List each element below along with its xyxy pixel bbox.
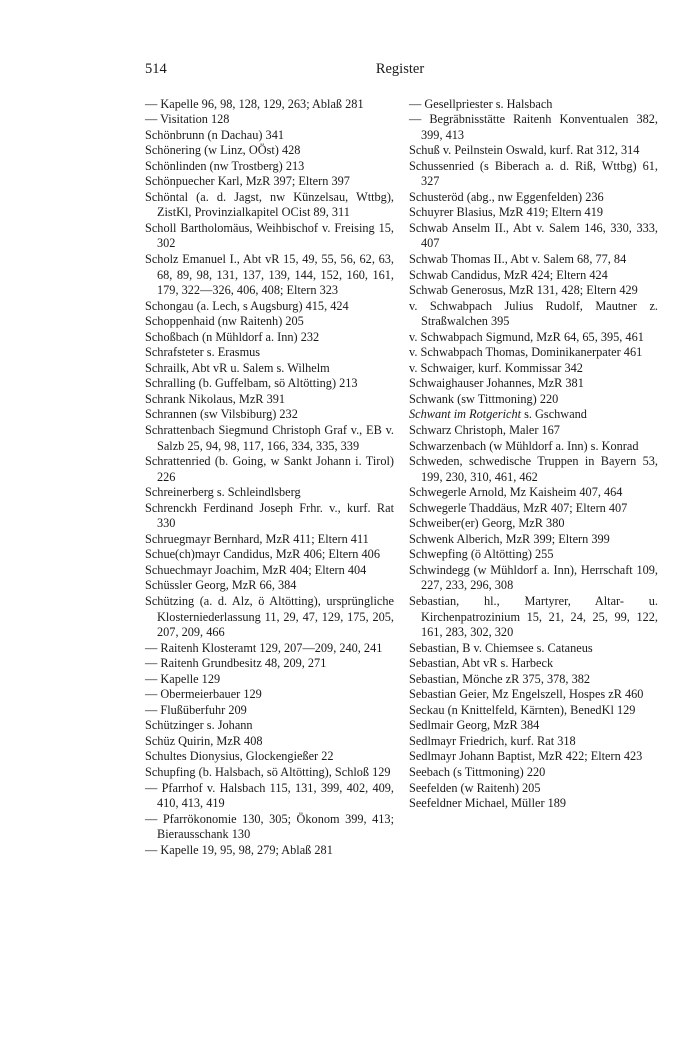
index-entry: Schwegerle Arnold, Mz Kaisheim 407, 464 bbox=[409, 485, 623, 500]
index-entry: — Obermeierbauer 129 bbox=[145, 687, 262, 702]
index-entry: Schrannen (sw Vilsbiburg) 232 bbox=[145, 407, 298, 422]
index-entry: — Raitenh Grundbesitz 48, 209, 271 bbox=[145, 656, 327, 671]
index-entry: Schongau (a. Lech, s Augsburg) 415, 424 bbox=[145, 298, 349, 313]
index-entry: Schruegmayr Bernhard, MzR 411; Eltern 411 bbox=[145, 531, 369, 546]
italic-place-name: Schwant im Rotgericht bbox=[409, 407, 522, 422]
index-entry: Schoppenhaid (nw Raitenh) 205 bbox=[145, 314, 304, 329]
index-entry: Schrailk, Abt vR u. Salem s. Wilhelm bbox=[145, 360, 330, 375]
index-entry: Schönpuecher Karl, MzR 397; Eltern 397 bbox=[145, 174, 350, 189]
index-entry: Schützinger s. Johann bbox=[145, 718, 253, 733]
index-entry: Schwab Generosus, MzR 131, 428; Eltern 429 bbox=[409, 283, 638, 298]
index-entry: Schrank Nikolaus, MzR 391 bbox=[145, 391, 286, 406]
index-entry: v. Schwabpach Sigmund, MzR 64, 65, 395, 461 bbox=[409, 329, 644, 344]
index-entry: Sedlmayr Friedrich, kurf. Rat 318 bbox=[409, 733, 576, 748]
index-entry: Schwarz Christoph, Maler 167 bbox=[409, 422, 560, 437]
index-entry: Sebastian, Mönche zR 375, 378, 382 bbox=[409, 671, 591, 686]
index-entry: Schusteröd (abg., nw Eggenfelden) 236 bbox=[409, 189, 604, 204]
index-entry: Schüssler Georg, MzR 66, 384 bbox=[145, 578, 297, 593]
index-entry: Schuyrer Blasius, MzR 419; Eltern 419 bbox=[409, 205, 603, 220]
index-entry: Sebastian, hl., Martyrer, Altar- u. Kirchenpatrozinium 15, 21, 24, 25, 99, 122, 161, 283, 302, 320 bbox=[409, 594, 658, 640]
index-entry: Schöntal (a. d. Jagst, nw Künzelsau, Wttbg), ZistKl, Provinzialkapitel OCist 89, 311 bbox=[145, 189, 394, 220]
index-entry: Schönlinden (nw Trostberg) 213 bbox=[145, 158, 305, 173]
index-entry: Schralling (b. Guffelbam, sö Altötting) 213 bbox=[145, 376, 358, 391]
index-entry: — Flußüberfuhr 209 bbox=[145, 702, 247, 717]
index-entry: Schrafsteter s. Erasmus bbox=[145, 345, 261, 360]
index-entry: Schoßbach (n Mühldorf a. Inn) 232 bbox=[145, 329, 320, 344]
index-entry: Schrenckh Ferdinand Joseph Frhr. v., kurf. Rat 330 bbox=[145, 500, 394, 531]
index-entry: Schussenried (s Biberach a. d. Riß, Wttbg) 61, 327 bbox=[409, 158, 658, 189]
index-entry: Sedlmair Georg, MzR 384 bbox=[409, 718, 540, 733]
index-entry: — Begräbnisstätte Raitenh Konventualen 382, 399, 413 bbox=[409, 112, 658, 142]
index-entry: Sebastian, Abt vR s. Harbeck bbox=[409, 656, 554, 671]
index-entry: Schönering (w Linz, OÖst) 428 bbox=[145, 143, 301, 158]
index-entry: Schwenk Alberich, MzR 399; Eltern 399 bbox=[409, 531, 610, 546]
index-entry: Seckau (n Knittelfeld, Kärnten), BenedKl 129 bbox=[409, 702, 636, 717]
index-entry: Schwindegg (w Mühldorf a. Inn), Herrschaft 109, 227, 233, 296, 308 bbox=[409, 562, 658, 593]
index-entry: Schützing (a. d. Alz, ö Altötting), ursprüngliche Klosterniederlassung 11, 29, 47, 129, 175, 205, 207, 209, 466 bbox=[145, 594, 394, 640]
index-entry: Scholl Bartholomäus, Weihbischof v. Freising 15, 302 bbox=[145, 220, 394, 251]
page-number: 514 bbox=[145, 61, 167, 77]
index-entry: Seefelden (w Raitenh) 205 bbox=[409, 780, 541, 795]
index-entry: Schwab Anselm II., Abt v. Salem 146, 330, 333, 407 bbox=[409, 220, 658, 251]
index-entry: Schwarzenbach (w Mühldorf a. Inn) s. Konrad bbox=[409, 438, 639, 453]
index-entry: Schwepfing (ö Altötting) 255 bbox=[409, 547, 554, 562]
index-entry: Schuß v. Peilnstein Oswald, kurf. Rat 312, 314 bbox=[409, 143, 640, 158]
index-entry: — Raitenh Klosteramt 129, 207—209, 240, 241 bbox=[145, 640, 383, 655]
index-entry: Schupfing (b. Halsbach, sö Altötting), Schloß 129 bbox=[145, 765, 391, 780]
index-entry: Schwab Candidus, MzR 424; Eltern 424 bbox=[409, 267, 608, 282]
index-entry: — Kapelle 129 bbox=[145, 671, 221, 686]
index-entry: Schwaighauser Johannes, MzR 381 bbox=[409, 376, 584, 391]
index-entry: Schweiber(er) Georg, MzR 380 bbox=[409, 516, 565, 531]
index-entry: Schönbrunn (n Dachau) 341 bbox=[145, 127, 284, 142]
index-entry: — Gesellpriester s. Halsbach bbox=[409, 96, 553, 111]
index-entry: v. Schwaiger, kurf. Kommissar 342 bbox=[409, 360, 583, 375]
index-entry: Schwegerle Thaddäus, MzR 407; Eltern 407 bbox=[409, 500, 628, 515]
index-entry: — Kapelle 96, 98, 128, 129, 263; Ablaß 281 bbox=[145, 96, 364, 111]
index-entry: Schwant im Rotgericht s. Gschwand bbox=[409, 407, 587, 422]
index-entry: Sebastian Geier, Mz Engelszell, Hospes zR 460 bbox=[409, 687, 644, 702]
index-entry: Schue(ch)mayr Candidus, MzR 406; Eltern 406 bbox=[145, 547, 380, 562]
index-entry: Schuechmayr Joachim, MzR 404; Eltern 404 bbox=[145, 562, 367, 577]
index-entry: Sebastian, B v. Chiemsee s. Cataneus bbox=[409, 640, 593, 655]
index-column-right bbox=[409, 97, 658, 812]
index-column-left bbox=[145, 97, 394, 859]
index-entry: Schreinerberg s. Schleindlsberg bbox=[145, 485, 301, 500]
index-entry: Seebach (s Tittmoning) 220 bbox=[409, 765, 546, 780]
index-entry: — Pfarrhof v. Halsbach 115, 131, 399, 402, 409, 410, 413, 419 bbox=[145, 780, 394, 811]
page-header bbox=[145, 61, 655, 81]
index-entry: Schrattenbach Siegmund Christoph Graf v., EB v. Salzb 25, 94, 98, 117, 166, 334, 335, 339 bbox=[145, 422, 394, 453]
index-entry: Scholz Emanuel I., Abt vR 15, 49, 55, 56, 62, 63, 68, 89, 98, 131, 137, 139, 144, 152, 160, 161, 179, 322—326, 406, 408; Eltern 323 bbox=[145, 251, 394, 298]
index-entry: v. Schwabpach Julius Rudolf, Mautner z. Straßwalchen 395 bbox=[409, 298, 658, 329]
index-entry: Schwab Thomas II., Abt v. Salem 68, 77, 84 bbox=[409, 251, 627, 266]
index-entry: Schrattenried (b. Going, w Sankt Johann i. Tirol) 226 bbox=[145, 454, 394, 484]
index-entry: Seefeldner Michael, Müller 189 bbox=[409, 796, 567, 811]
index-entry: Schwank (sw Tittmoning) 220 bbox=[409, 391, 559, 406]
index-entry: Schüz Quirin, MzR 408 bbox=[145, 733, 263, 748]
running-head: Register bbox=[375, 61, 425, 77]
index-entry: v. Schwabpach Thomas, Dominikanerpater 461 bbox=[409, 345, 643, 360]
index-entry: — Kapelle 19, 95, 98, 279; Ablaß 281 bbox=[145, 842, 333, 857]
index-entry: — Visitation 128 bbox=[145, 112, 230, 127]
index-entry: Schweden, schwedische Truppen in Bayern 53, 199, 230, 310, 461, 462 bbox=[409, 454, 658, 484]
index-entry: Sedlmayr Johann Baptist, MzR 422; Eltern 423 bbox=[409, 749, 643, 764]
index-entry: Schultes Dionysius, Glockengießer 22 bbox=[145, 749, 334, 764]
index-entry: — Pfarrökonomie 130, 305; Ökonom 399, 413; Bierausschank 130 bbox=[145, 811, 394, 842]
